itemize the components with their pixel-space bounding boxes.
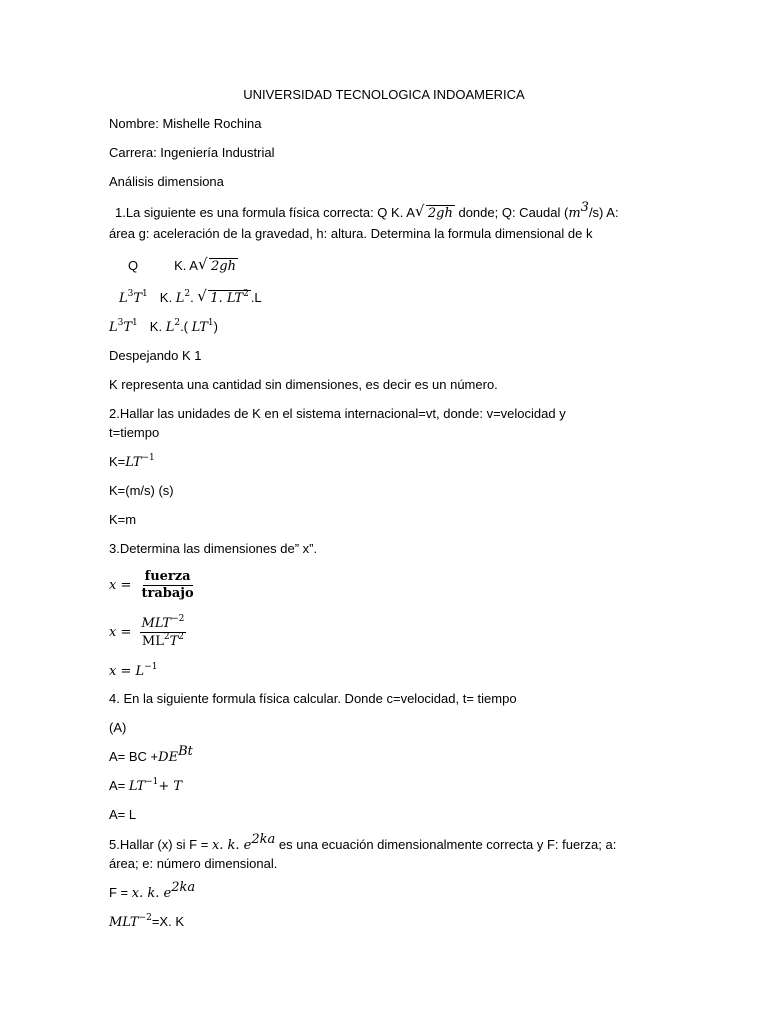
problem-4-eq-3: A= L xyxy=(109,807,137,822)
problem-4-eq-2: $A= LT^{-1}+ T$ xyxy=(109,777,183,794)
problem-5-line-2: área; e: número dimensional. xyxy=(109,856,278,871)
problem-4-label: (A) xyxy=(109,720,127,735)
document-title: UNIVERSIDAD TECNOLOGICA INDOAMERICA xyxy=(243,87,525,102)
problem-1-eq-2: $L^3T^1$ K. $L^2$. √ 1. $LT^2$ .L xyxy=(119,287,262,306)
problem-2-eq-1: $K=LT^{-1}$ xyxy=(109,453,155,470)
problem-4-eq-1: A= BC $+DE^{Bt}$ xyxy=(109,744,193,765)
career: Carrera: Ingeniería Industrial xyxy=(109,145,275,160)
problem-2-line-1: 2.Hallar las unidades de K en el sistema internacional=vt, donde: v=velocidad y xyxy=(109,406,566,421)
problem-4-line-1: 4. En la siguiente formula física calcular. Donde c=velocidad, t= tiempo xyxy=(109,691,517,706)
problem-5-eq-2: $MLT^{-2}=X$. K xyxy=(109,913,185,930)
problem-1-line-1: 1.La siguiente es una formula física correcta: Q K. A √ 2gh donde; Q: Caudal $(m^3/s)$ A: xyxy=(115,200,619,221)
topic: Análisis dimensiona xyxy=(109,174,224,189)
problem-2-eq-2: K=(m/s) (s) xyxy=(109,483,174,498)
problem-3-line-1: 3.Determina las dimensiones de” x”. xyxy=(109,541,318,556)
problem-1-conclusion: K representa una cantidad sin dimensiones, es decir es un número. xyxy=(109,377,498,392)
sqrt-expression: √ 2gh xyxy=(414,202,453,221)
problem-2-line-2: t=tiempo xyxy=(109,425,160,440)
problem-3-fraction-1: x = $\frac{\text{fuerza}}{\text{trabajo}}$ xyxy=(109,569,194,601)
problem-3-fraction-2: x = $\frac{MLT^{-2}}{ML^2T^2}$ xyxy=(109,614,185,649)
problem-1-line-2: área g: aceleración de la gravedad, h: altura. Determina la formula dimensional de k xyxy=(109,226,593,241)
problem-1-eq-3: $L^3T^1$ K. $L^2$.( $LT^1$) xyxy=(109,318,218,335)
problem-2-eq-3: K=m xyxy=(109,512,137,527)
problem-1-despejando: Despejando K 1 xyxy=(109,348,202,363)
problem-5-eq-1: F = x. k. $e^{2ka}$ xyxy=(109,880,196,901)
problem-5-line-1: 5.Hallar (x) si F = x. k. $e^{2ka}$ es una ecuación dimensionalmente correcta y F: fuerza; a: xyxy=(109,832,617,853)
student-name: Nombre: Mishelle Rochina xyxy=(109,116,262,131)
problem-3-result: $x = L^{-1}$ xyxy=(109,662,158,679)
problem-1-eq-1: Q K. A √ 2gh xyxy=(128,255,236,274)
